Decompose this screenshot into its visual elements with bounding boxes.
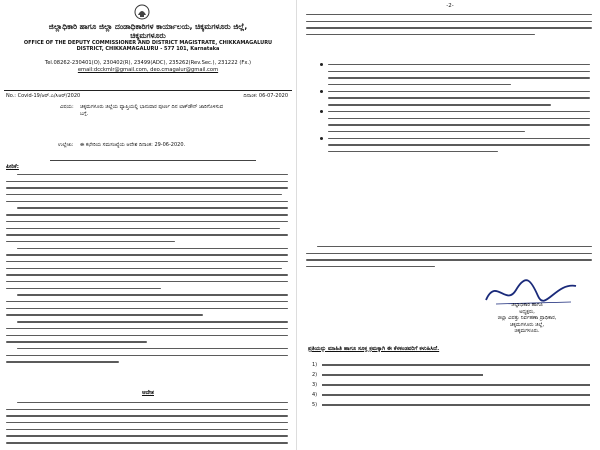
office-email: email:dcckmlr@gmail.com, deo.cmagalur@gmail.com: [77, 67, 219, 73]
list-item: [320, 138, 590, 153]
bullet-icon: [320, 137, 323, 140]
list-item: 4): [312, 392, 590, 398]
list-item: [320, 91, 590, 106]
copy-to-list: [312, 362, 590, 412]
bullet-icon: [320, 90, 323, 93]
copy-to-heading: ಪ್ರತಿಯನ್ನು ಮಾಹಿತಿ ಹಾಗೂ ಸೂಕ್ತ ಕ್ರಮಕ್ಕಾಗಿ ಈ ಕೆಳಕಂಡವರಿಗೆ ಕಳುಹಿಸಿದೆ.: [308, 346, 440, 352]
bullet-icon: [320, 110, 323, 113]
reference-number: No.: Covid-19/ಆರ್.ಎ/ಸಿಆರ್/2020: [6, 93, 81, 99]
bullet-icon: [320, 63, 323, 66]
preamble-heading: ಪೀಠಿಕೆ:: [6, 164, 19, 170]
office-title-kannada: ಜಿಲ್ಲಾಧಿಕಾರಿ ಹಾಗೂ ಜಿಲ್ಲಾ ದಂಡಾಧಿಕಾರಿಗಳ ಕಾರ್ಯಾಲಯ, ಚಿಕ್ಕಮಗಳೂರು ಜಿಲ್ಲೆ, ಚಿಕ್ಕಮಗಳೂರು: [48, 22, 248, 40]
list-item: 1): [312, 362, 590, 368]
reference-text: ಈ ಕಛೇರಿಯ ಸಮಸಂಖ್ಯೆಯ ಆದೇಶ ದಿನಾಂಕ: 29-06-2020.: [80, 142, 186, 148]
list-item: 3): [312, 382, 590, 388]
header-divider: [4, 90, 292, 91]
list-item: 2): [312, 372, 590, 378]
office-title-english: OFFICE OF THE DEPUTY COMMISSIONER AND DISTRICT MAGISTRATE, CHIKKAMAGALURU DISTRICT, CHIKKAMAGALURU - 577 101, Karnataka: [23, 40, 273, 52]
government-emblem-icon: [134, 4, 150, 20]
reference-label: ಉಲ್ಲೇಖ:: [58, 142, 74, 148]
order-date: ದಿನಾಂಕ: 06-07-2020: [243, 93, 288, 99]
office-contact: [6, 60, 290, 74]
list-item: [320, 64, 590, 85]
list-item: [320, 111, 590, 132]
office-telephone: Tel.08262-230401(O), 230402(R), 23499(ADC), 235262(Rev.Sec.), 231222 (Fx.): [44, 60, 252, 66]
page-number: -2-: [446, 3, 454, 9]
subject-text: ಚಿಕ್ಕಮಗಳೂರು ಜಿಲ್ಲೆಯ ವ್ಯಾಪ್ತಿಯಲ್ಲಿ ಭಾನುವಾರ ಪೂರ್ಣ ದಿನ ಲಾಕ್‌ಡೌನ್ ಜಾರಿಗೊಳಿಸುವ ಬಗ್ಗೆ.: [80, 104, 224, 117]
subject-label: ವಿಷಯ:: [60, 104, 74, 110]
restriction-list: [320, 64, 590, 158]
order-closing-paragraph: [306, 246, 592, 273]
order-heading: ಆದೇಶ: [141, 390, 154, 396]
signatory-designation: ಜಿಲ್ಲಾಧಿಕಾರಿ ಹಾಗೂ ಅಧ್ಯಕ್ಷರು, ಜಿಲ್ಲಾ ವಿಪತ್ತು ನಿರ್ವಹಣಾ ಪ್ರಾಧಿಕಾರ, ಚಿಕ್ಕಮಗಳೂರು ಜಿಲ್ಲೆ, ಚಿಕ್ಕಮಗಳೂರು.: [497, 302, 557, 334]
order-body: [6, 402, 288, 449]
continued-paragraph: [306, 14, 592, 41]
document-page-1: [0, 0, 297, 450]
preamble-body: [6, 174, 288, 368]
reference-divider: [50, 160, 256, 161]
document-page-2: [300, 0, 600, 450]
list-item: 5): [312, 402, 590, 408]
